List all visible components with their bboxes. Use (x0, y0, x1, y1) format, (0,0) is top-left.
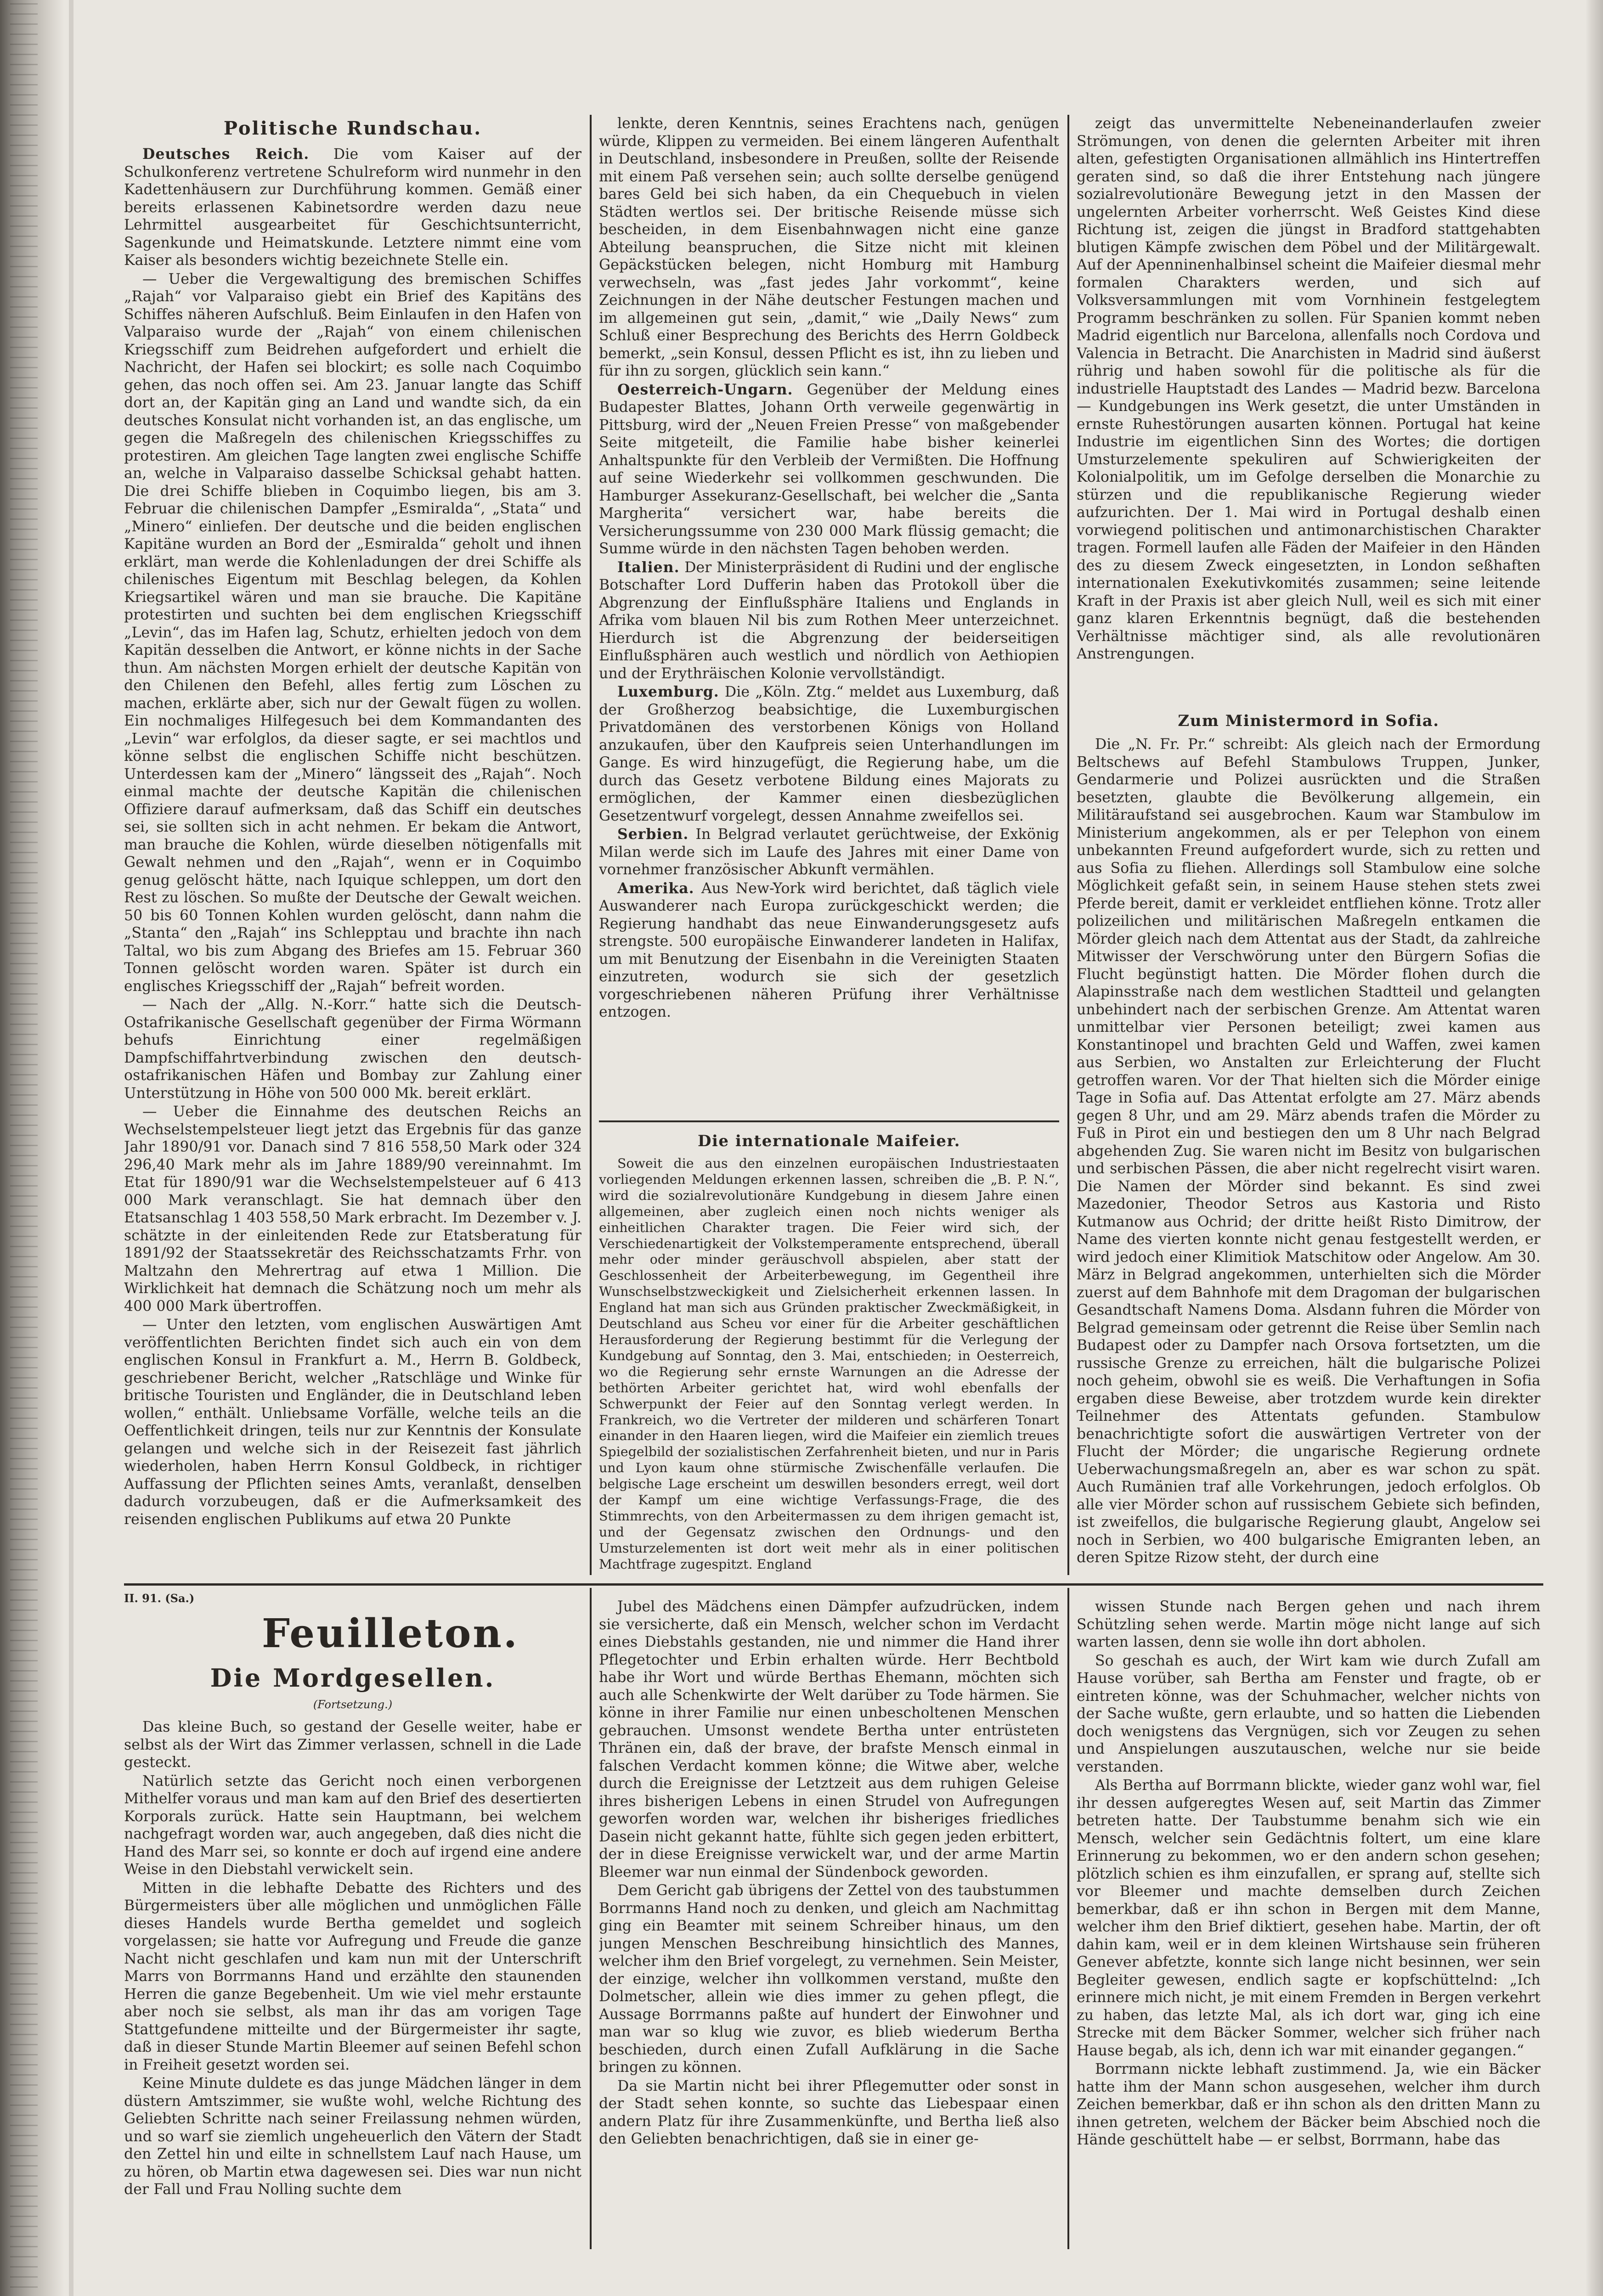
paragraph-text: Mitten in die lebhafte Debatte des Richters und des Bürgermeisters über alle möglichen und unmöglichen Fälle dieses Handels wurde Bertha gemeldet und sogleich vorgelassen; sie hatte vor Aufregung und Freude die ganze Nacht nicht geschlafen und kam nun mit der Unterschrift Marrs von Borrmanns Hand und erzählte den staunenden Herren die ganze Begebenheit. Um wie viel mehr erstaunte aber noch sie selbst, als man ihr das am vorigen Tage Stattgefundene mitteilte und der Bürgermeister ihr sagte, daß in dieser Stunde Martin Bleemer auf seinen Befehl schon in Freiheit gesetzt worden sei. (124, 1880, 581, 2073)
paragraph (124, 1880, 581, 2074)
paragraph-text: — Nach der „Allg. N.-Korr.“ hatte sich die Deutsch-Ostafrikanische Gesellschaft gegenüber der Firma Wörmann behufs Einrichtung einer regelmäßigen Dampfschiffahrtverbindung zwischen den deutsch-ostafrikanischen Häfen und Bombay zur Zahlung einer Unterstützung in Höhe von 500 000 Mk. bereit erklärt. (124, 996, 581, 1102)
paragraph-text: — Unter den letzten, vom englischen Auswärtigen Amt veröffentlichten Berichten findet sich auch ein von dem englischen Konsul in Frankfurt a. M., Herrn B. Goldbeck, geschriebener Bericht, welcher „Ratschläge und Winke für britische Touristen und Engländer, die in Deutschland leben wollen,“ enthält. Unliebsame Vorfälle, welche teils an die Oeffentlichkeit dringen, teils nur zur Kenntnis der Konsulate gelangen und welche sich in der Reisezeit fast jährlich wiederholen, haben Herrn Konsul Goldbeck, in richtiger Auffassung der Pflichten seines Amts, veranlaßt, denselben dadurch vorzubeugen, daß er die Aufmerksamkeit des reisenden englischen Publikums auf etwa 20 Punkte (124, 1317, 581, 1528)
column-rule (1067, 1588, 1069, 2249)
paragraph (599, 2077, 1059, 2148)
paragraph (599, 559, 1059, 683)
paragraph (124, 270, 581, 996)
paragraph (599, 381, 1059, 558)
paragraph (599, 1598, 1059, 1881)
paragraph (124, 1316, 581, 1528)
country-keyword: Oesterreich-Ungarn. (617, 381, 793, 398)
ministermord-heading: Zum Ministermord in Sofia. (1178, 712, 1439, 730)
paragraph (599, 115, 1059, 380)
maifeier-column (599, 1127, 1059, 1575)
paragraph-text: Die vom Kaiser auf der Schulkonferenz vertretene Schulreform wird nunmehr in den Kadettenhäusern zur Durchführung kommen. Gemäß einer bereits erlassenen Kabinetsordre werden dazu neue Lehrmittel ausgearbeitet für Geschichtsunterricht, Sagenkunde und Heimatskunde. Letztere nimmt eine vom Kaiser als besonders wichtig bezeichnete Stelle ein. (124, 146, 581, 269)
country-keyword: Italien. (617, 558, 680, 576)
politics-column-2 (599, 115, 1059, 1111)
paragraph-text: — Ueber die Einnahme des deutschen Reichs an Wechselstempelsteuer liegt jetzt das Ergebnis für das ganze Jahr 1890/91 vor. Danach sind 7 816 558,50 Mark oder 324 296,40 Mark mehr als im Jahre 1889/90 vereinnahmt. Im Etat für 1890/91 war die Wechselstempelsteuer auf 6 413 000 Mark veranschlagt. Sie hat demnach über den Etatsanschlag 1 403 558,50 Mark erbracht. Im Dezember v. J. schätzte in der einleitenden Rede zur Etatsberatung für 1891/92 der Staatssekretär des Reichsschatzamts Frhr. von Maltzahn den Mehrertrag auf etwa 1 Million. Die Wirklichkeit hat demnach die Schätzung noch um mehr als 400 000 Mark übertroffen. (124, 1103, 581, 1315)
paragraph-text: — Ueber die Vergewaltigung des bremischen Schiffes „Rajah“ vor Valparaiso giebt ein Brief des Kapitäns des Schiffes näheren Aufschluß. Beim Einlaufen in den Hafen von Valparaiso wurde der „Rajah“ von einem chilenischen Kriegsschiff zum Beidrehen aufgefordert und erhielt die Nachricht, der Hafen sei blockirt; es solle nach Coquimbo gehen, das noch offen sei. Am 23. Januar langte das Schiff dort an, der Kapitän ging an Land und wandte sich, da ein deutsches Konsulat nicht vorhanden ist, an das englische, um gegen die Maßregeln des chilenischen Kriegsschiffes zu protestiren. Am gleichen Tage langten zwei englische Schiffe an, welche in Valparaiso dasselbe Schicksal gehabt hatten. Die drei Schiffe blieben in Coquimbo liegen, bis am 3. Februar die chilenischen Dampfer „Esmiralda“, „Stata“ und „Minero“ einliefen. Der deutsche und die beiden englischen Kapitäne wurden an Bord der „Esmiralda“ geholt und ihnen erklärt, man werde die Kohlenladungen der drei Schiffe als chilenisches Eigentum mit Beschlag belegen, da Kohlen Kriegsartikel wären und man sie brauche. Die Kapitäne protestirten und suchten bei dem englischen Kriegsschiff „Levin“, das im Hafen lag, Schutz, erhielten jedoch von dem Kapitän desselben die Antwort, er könne nichts in der Sache thun. Am nächsten Morgen erhielt der deutsche Kapitän von den Chilenen den Befehl, alles fertig zum Löschen zu machen, erklärte aber, sich nur der Gewalt fügen zu wollen. Ein nochmaliges Hilfegesuch bei dem Kommandanten des „Levin“ war erfolglos, da dieser sagte, er sei machtlos und könne selbst die englischen Schiffe nicht beschützen. Unterdessen kam der „Minero“ längsseit des „Rajah“. Noch einmal machte der deutsche Kapitän die chilenischen Offiziere darauf aufmerksam, daß das Schiff ein deutsches sei, sie sollten sich in acht nehmen. Er bekam die Antwort, man brauche die Kohlen, würde dieselben nötigenfalls mit Gewalt nehmen und den „Rajah“, wenn er in Coquimbo genug gelöscht hätte, nach Iquique schleppen, um dort den Rest zu löschen. So mußte der Deutsche der Gewalt weichen. 50 bis 60 Tonnen Kohlen wurden gelöscht, dann nahm die „Stanta“ den „Rajah“ ins Schlepptau und brachte ihn nach Taltal, wo bis zum Abgang des Briefes am 15. Februar 360 Tonnen gelöscht worden waren. Später ist durch ein englisches Kriegsschiff der „Rajah“ befreit worden. (124, 270, 581, 995)
paragraph-text: Gegenüber der Meldung eines Budapester Blattes, Johann Orth verweile gegenwärtig in Pittsburg, wird der „Neuen Freien Presse“ von maßgebender Seite mitgeteilt, die Familie habe bisher keinerlei Anhaltspunkte für den Verbleib der Vermißten. Die Hoffnung auf seine Wiederkehr sei vollkommen geschwunden. Die Hamburger Assekuranz-Gesellschaft, bei welcher die „Santa Margherita“ versichert war, habe bereits die Versicherungssumme von 230 000 Mark flüssig gemacht; die Summe würde in den nächsten Tagen behoben werden. (599, 381, 1059, 557)
paragraph (1077, 115, 1541, 663)
paragraph-text: Keine Minute duldete es das junge Mädchen länger in dem düstern Amtszimmer, sie wußte wohl, welche Richtung des Geliebten Schritte nach seiner Freilassung nehmen würden, und so warf sie ziemlich ungeheuerlich den Vätern der Stadt den Zettel hin und eilte in schnellstem Lauf nach Hause, um zu hören, ob Martin etwa dagewesen sei. Dies war nun nicht der Fall und Frau Nolling suchte dem (124, 2075, 581, 2198)
paragraph (599, 1156, 1059, 1573)
paragraph-text: Soweit die aus den einzelnen europäischen Industriestaaten vorliegenden Meldungen erkennen lassen, schreiben die „B. P. N.“, wird die sozialrevolutionäre Kundgebung in diesem Jahre einen allgemeinen, aber zugleich einen noch nichts weniger als einheitlichen Charakter tragen. Die Feier wird sich, der Verschiedenartigkeit der Volkstemperamente entsprechend, überall mehr oder minder geräuschvoll abspielen, aber statt der Geschlossenheit der Arbeiterbewegung, im Gegentheil ihre Wunschselbstzweckigkeit und Zielsicherheit erkennen lassen. In England hat man sich aus Gründen praktischer Zweckmäßigkeit, in Deutschland aus Scheu vor einer für die Arbeiter geschäftlichen Herausforderung der Regierung bestimmt für die Verlegung der Kundgebung auf Sonntag, den 3. Mai, entschieden; in Oesterreich, wo die Regierung sehr ernste Warnungen an die Adresse der bethörten Arbeiter gerichtet hat, wird wohl ebenfalls der Schwerpunkt der Feier auf den Sonntag verlegt werden. In Frankreich, wo die Vertreter der milderen und schärferen Tonart einander in den Haaren liegen, wird die Maifeier ein ziemlich treues Spiegelbild der sozialistischen Zerfahrenheit bieten, und nur in Paris und Lyon kaum ohne stürmische Zwischenfälle verlaufen. Die belgische Lage erscheint um deswillen besonders erregt, weil dort der Kampf um eine wichtige Verfassungs-Frage, die des Stimmrechts, von den Arbeitermassen zu dem ihrigen gemacht ist, und der Gegensatz zwischen den Ordnungs- und den Umsturzelementen ist dort weit mehr als in einer politischen Machtfrage zugespitzt. England (599, 1156, 1059, 1572)
story-title: Die Mordgesellen. (210, 1663, 496, 1693)
paragraph (124, 146, 581, 270)
paragraph (599, 880, 1059, 1021)
binding-texture (10, 0, 38, 2296)
paragraph (1077, 1598, 1541, 1651)
page-gutter (69, 0, 73, 2296)
paragraph (1077, 1652, 1541, 1776)
paragraph-text: Aus New-York wird berichtet, daß täglich viele Auswanderer nach Europa zurückgeschickt werden; die Regierung handhabt das neue Einwanderungsgesetz aufs strengste. 500 europäische Einwanderer landeten in Halifax, um mit Benutzung der Eisenbahn in die Vereinigten Staaten einzutreten, wodurch sie sich der gesetzlich vorgeschriebenen näheren Prüfung ihrer Verhältnisse entzogen. (599, 880, 1059, 1020)
feuilleton-column-1 (124, 1612, 581, 2264)
continued-note: (Fortsetzung.) (313, 1698, 393, 1711)
politics-heading: Politische Rundschau. (223, 118, 482, 139)
ministermord-column (1077, 707, 1541, 1575)
paragraph-text: zeigt das unvermittelte Nebeneinanderlaufen zweier Strömungen, von denen die gelernten Arbeiter mit ihren alten, gefestigten Organisationen allmählich ins Hintertreffen geraten sind, so daß die ihrer Entstehung nach jüngere sozialrevolutionäre Bewegung jetzt in den Massen der ungelernten Arbeiter vorherrscht. Weß Geistes Kind diese Richtung ist, zeigen die jüngst in Bradford stattgehabten blutigen Kämpfe zwischen dem Pöbel und der Militärgewalt. Auf der Apenninenhalbinsel scheint die Maifeier diesmal mehr formalen Charakters werden, und sich auf Volksversammlungen mit vom Vornhinein festgelegtem Programm beschränken zu sollen. Für Spanien kommt neben Madrid eigentlich nur Barcelona, allenfalls noch Cordova und Valencia in Betracht. Die Anarchisten in Madrid sind äußerst rührig und haben sowohl für die politische als für die industrielle Hauptstadt des Landes — Madrid bezw. Barcelona — Kundgebungen ins Werk gesetzt, die unter Umständen in ernste Ruhestörungen ausarten können. Portugal hat keine Industrie im eigentlichen Sinn des Wortes; die dortigen Umsturzelemente spekuliren auf Schwierigkeiten der Kolonialpolitik, um im Gefolge derselben die Monarchie zu stürzen und die republikanische Regierung wieder aufzurichten. Der 1. Mai wird in Portugal deshalb einen vorwiegend politischen und antimonarchistischen Charakter tragen. Formell laufen alle Fäden der Maifeier in den Händen des zu diesem Zweck eingesetzten, in London seßhaften internationalen Exekutivkomités zusammen; seine leitende Kraft in der Praxis ist aber gleich Null, weil es sich mit einer ganz klaren Erkenntnis begnügt, daß die bestehenden Verhältnisse mächtiger sind, als alle revolutionären Anstrengungen. (1077, 115, 1541, 662)
column-rule (1067, 115, 1069, 1575)
paragraph (124, 2075, 581, 2199)
column-rule (590, 115, 592, 1575)
politics-column-3 (1077, 115, 1541, 703)
country-keyword: Luxemburg. (617, 683, 719, 700)
scan-edge (1586, 0, 1603, 2296)
paragraph-text: Natürlich setzte das Gericht noch einen verborgenen Mithelfer voraus und man kam auf den Brief des desertierten Korporals zurück. Hatte sein Hauptmann, bei welchem nachgefragt worden war, auch angegeben, daß dies nicht die Hand des Marr sei, so konnte er doch auf irgend eine andere Weise in den Diebstahl verwickelt sein. (124, 1773, 581, 1878)
newspaper-page (124, 115, 1552, 2264)
country-keyword: Deutsches Reich. (142, 146, 310, 163)
country-keyword: Amerika. (617, 879, 694, 897)
country-keyword: Serbien. (617, 826, 689, 843)
paragraph (1077, 1777, 1541, 2060)
paragraph (1077, 2060, 1541, 2149)
paragraph-text: Der Ministerpräsident di Rudini und der englische Botschafter Lord Dufferin haben das Protokoll über die Abgrenzung der Einflußsphäre Italiens und Englands in Afrika vom blauen Nil bis zum Rothen Meer unterzeichnet. Hierdurch ist die Abgrenzung der beiderseitigen Einflußsphären auch westlich und nördlich von Aethiopien und der Erythräischen Kolonie vervollständigt. (599, 559, 1059, 682)
paragraph-text: Da sie Martin nicht bei ihrer Pflegemutter oder sonst in der Stadt sehen konnte, so suchte das Liebespaar einen andern Platz für ihre Zusammenkünfte, und Bertha ließ also den Geliebten benachrichtigen, daß sie in einer ge- (599, 2077, 1059, 2147)
feuilleton-title: Feuilleton. (262, 1612, 519, 1657)
paragraph-text: Das kleine Buch, so gestand der Geselle weiter, habe er selbst als der Wirt das Zimmer verlassen, schnell in die Lade gesteckt. (124, 1719, 581, 1771)
paragraph-text: lenkte, deren Kenntnis, seines Erachtens nach, genügen würde, Klippen zu vermeiden. Bei einem längeren Aufenthalt in Deutschland, insbesondere in Preußen, sollte der Reisende mit einem Paß versehen sein; auch sollte derselbe genügend bares Geld bei sich haben, da ein Chequebuch in vielen Städten wertlos sei. Der britische Reisende müsse sich bescheiden, in dem Eisenbahnwagen nicht eine ganze Abteilung beanspruchen, die Sitze nicht mit kleinen Gepäckstücken belegen, nicht Homburg mit Hamburg verwechseln, was „fast jedes Jahr vorkommt“, keine Zeichnungen in der Nähe deutscher Festungen machen und im allgemeinen gut sein, „damit,“ wie „Daily News“ zum Schluß einer Besprechung des Berichts des Herrn Goldbeck bemerkt, „sein Konsul, dessen Pflicht es ist, ihn zu lieben und für ihn zu sorgen, glücklich sein kann.“ (599, 115, 1059, 379)
feuilleton-column-2 (599, 1598, 1059, 2264)
paragraph-text: So geschah es auch, der Wirt kam wie durch Zufall am Hause vorüber, sah Bertha am Fenster und fragte, ob er eintreten könne, was der Schuhmacher, welcher nichts von der Sache wußte, gern erlaubte, und so hatten die Liebenden doch wenigstens das Vergnügen, sich vor Zeugen zu sehen und Anspielungen auszutauschen, welche nur sie beide verstanden. (1077, 1652, 1541, 1775)
column-rule (590, 1588, 592, 2249)
maifeier-heading: Die internationale Maifeier. (698, 1132, 960, 1150)
paragraph-text: Als Bertha auf Borrmann blickte, wieder ganz wohl war, fiel ihr dessen aufgeregtes Wesen auf, seit Martin das Zimmer betreten hatte. Der Taubstumme benahm sich wie ein Mensch, welcher sein Gedächtnis foltert, um eine klare Erinnerung zu bekommen, wo er den andern schon gesehen; plötzlich schien es ihm einzufallen, er sprang auf, stellte sich vor Bleemer und machte demselben durch Zeichen bemerkbar, daß er ihn schon in Bergen mit dem Manne, welcher ihm den Brief diktiert, gesehen habe. Martin, der oft dahin kam, weil er in dem kleinen Wirtshause sein früheren Genever abfetzte, konnte sich lange nicht besinnen, wer sein Begleiter gewesen, endlich sagte er kopfschüttelnd: „Ich erinnere mich nicht, je mit einem Fremden in Bergen verkehrt zu haben, das letzte Mal, als ich dort war, ging ich eine Strecke mit dem Bäcker Sommer, welcher sich früher nach Hause begab, als ich, denn ich war mit einander gegangen.“ (1077, 1777, 1541, 2059)
paragraph (124, 1103, 581, 1315)
paragraph-text: Jubel des Mädchens einen Dämpfer aufzudrücken, indem sie versicherte, daß ein Mensch, welcher schon im Verdacht eines Diebstahls gestanden, nie und nimmer die Hand ihrer Pflegetochter und Erbin erhalten würde. Herr Bechtbold habe ihr Wort und würde Berthas Ehemann, möchten sich auch alle Schenkwirte der Welt darüber zu Tode härmen. Sie könne in ihrer Familie nur einen unbescholtenen Menschen gebrauchen. Umsonst wendete Bertha unter entrüsteten Thränen ein, daß der brave, der brafste Mensch einmal in falschen Verdacht kommen könne; die Witwe aber, welche durch die Ereignisse der Letztzeit aus dem ruhigen Geleise ihres bisherigen Lebens in einen Strudel von Aufregungen geworfen worden war, welchen ihr bisheriges friedliches Dasein nicht gekannt hatte, fühlte sich gegen jeden erbittert, der in diese Ereignisse verwickelt war, und der arme Martin Bleemer war nun einmal der Sündenbock geworden. (599, 1598, 1059, 1880)
paragraph-text: Borrmann nickte lebhaft zustimmend. Ja, wie ein Bäcker hatte ihm der Mann schon ausgesehen, welcher ihm durch Zeichen bemerkbar, daß er ihn schon als den dritten Mann zu ihnen getreten, welchem der Bäcker beim Abschied noch die Hände geschüttelt habe — er selbst, Borrmann, habe das (1077, 2061, 1541, 2148)
paragraph-text: Die „Köln. Ztg.“ meldet aus Luxemburg, daß der Großherzog beabsichtige, die Luxemburgischen Privatdomänen des verstorbenen Königs von Holland anzukaufen, über den Kaufpreis seien Unterhandlungen im Gange. Es wird hinzugefügt, die Regierung habe, um die durch das Gesetz verbotene Bildung eines Majorats zu ermöglichen, der Kammer einen diesbezüglichen Gesetzentwurf vorgelegt, dessen Annahme zweifellos sei. (599, 684, 1059, 824)
politics-column-1 (124, 115, 581, 1575)
paragraph-text: In Belgrad verlautet gerüchtweise, der Exkönig Milan werde sich im Laufe des Jahres mit einer Dame von vornehmer französischer Abkunft vermählen. (599, 826, 1059, 878)
feuilleton-divider (124, 1583, 1543, 1586)
paragraph (599, 1882, 1059, 2077)
paragraph (124, 1773, 581, 1879)
paragraph (599, 683, 1059, 825)
paragraph-text: Dem Gericht gab übrigens der Zettel von des taubstummen Borrmanns Hand noch zu denken, und gleich am Nachmittag ging ein Beamter mit seinem Schreiber hinaus, um den jungen Menschen Beschreibung hinsichtlich des Mannes, welcher ihm den Brief vorgelegt, zu vernehmen. Sein Meister, der einzige, welcher ihn vollkommen verstand, mußte den Dolmetscher, allein wie dies immer zu gehen pflegt, die Aussage Borrmanns paßte auf hundert der Einwohner und man war so klug wie zuvor, es blieb wiederum Bertha beschieden, durch einen Zufall Aufklärung in die Sache bringen zu können. (599, 1882, 1059, 2076)
feuilleton-column-3 (1077, 1598, 1541, 2264)
paragraph-text: Die „N. Fr. Pr.“ schreibt: Als gleich nach der Ermordung Beltschews auf Befehl Stambulows Truppen, Junker, Gendarmerie und Polizei ausrückten und die Straßen besetzten, glaubte die Bevölkerung allgemein, ein Militäraufstand sei ausgebrochen. Kaum war Stambulow im Ministerium angekommen, als er per Telephon von einem unbekannten Freund aufgefordert wurde, sich zu retten und aus Sofia zu fliehen. Allerdings soll Stambulow eine solche Möglichkeit gefaßt sein, in seinem Hause stehen stets zwei Pferde bereit, damit er verkleidet entfliehen könne. Trotz aller polizeilichen und militärischen Maßregeln entkamen die Mörder gleich nach dem Attentat aus der Stadt, da zahlreiche Mitwisser der Verschwörung unter den Bürgern Sofias die Flucht begünstigt hatten. Die Mörder flohen durch die Alapinsstraße nach dem westlichen Stadtteil und gelangten unbehindert nach der serbischen Grenze. Am Attentat waren unmittelbar vier Personen beteiligt; zwei kamen aus Konstantinopel und brachten Geld und Waffen, zwei kamen aus Serbien, wo Anstalten zur Erleichterung der Flucht getroffen waren. Vor der That hielten sich die Mörder einige Tage in Sofia auf. Das Attentat erfolgte am 27. März abends gegen 8 Uhr, und am 29. März abends trafen die Mörder zu Fuß in Pirot ein und bestiegen den um 8 Uhr nach Belgrad abgehenden Zug. Sie waren nicht im Besitz von bulgarischen und serbischen Pässen, die aber nicht regelrecht visirt waren. Die Namen der Mörder sind bekannt. Es sind zwei Mazedonier, Theodor Setros aus Kastoria und Risto Kutmanow aus Ochrid; der dritte heißt Risto Dimitrow, der Name des vierten konnte nicht genau festgestellt werden, er wird jedoch einer Klimitiok Matschitow oder Angelow. Am 30. März in Belgrad angekommen, unterhielten sich die Mörder zuerst auf dem Bahnhofe mit dem Dragoman der bulgarischen Gesandtschaft Namens Doma. Alsdann fuhren die Mörder von Belgrad gemeinsam oder getrennt die Reise über Semlin nach Budapest oder zu Dampfer nach Orsova fortsetzten, um die russische Grenze zu erreichen, hält die bulgarische Polizei noch geheim, obwohl sie es weiß. Die Verhaftungen in Sofia ergaben diese Beweise, aber trotzdem wurde kein direkter Teilnehmer des Attentats gefunden. Stambulow benachrichtigte sofort die auswärtigen Vertreter von der Flucht der Mörder; die ungarische Regierung ordnete Ueberwachungsmaßregeln an, aber es war schon zu spät. Auch Rumänien traf alle Vorkehrungen, jedoch erfolglos. Ob alle vier Mörder schon auf russischem Gebiete sich befinden, ist zweifellos, die bulgarische Regierung glaubt, Angelow sei noch in Serbien, wo 400 bulgarische Emigranten leben, an deren Spitze Rizow steht, der durch eine (1077, 736, 1541, 1566)
paragraph (124, 1718, 581, 1772)
paragraph-text: wissen Stunde nach Bergen gehen und nach ihrem Schützling sehen werde. Martin möge nicht lange auf sich warten lassen, denn sie wolle ihn dort abholen. (1077, 1598, 1541, 1650)
section-divider (599, 1120, 1059, 1122)
paragraph (124, 996, 581, 1102)
folio-mark: II. 91. (Sa.) (124, 1592, 195, 1605)
paragraph (1077, 736, 1541, 1567)
paragraph (599, 826, 1059, 879)
